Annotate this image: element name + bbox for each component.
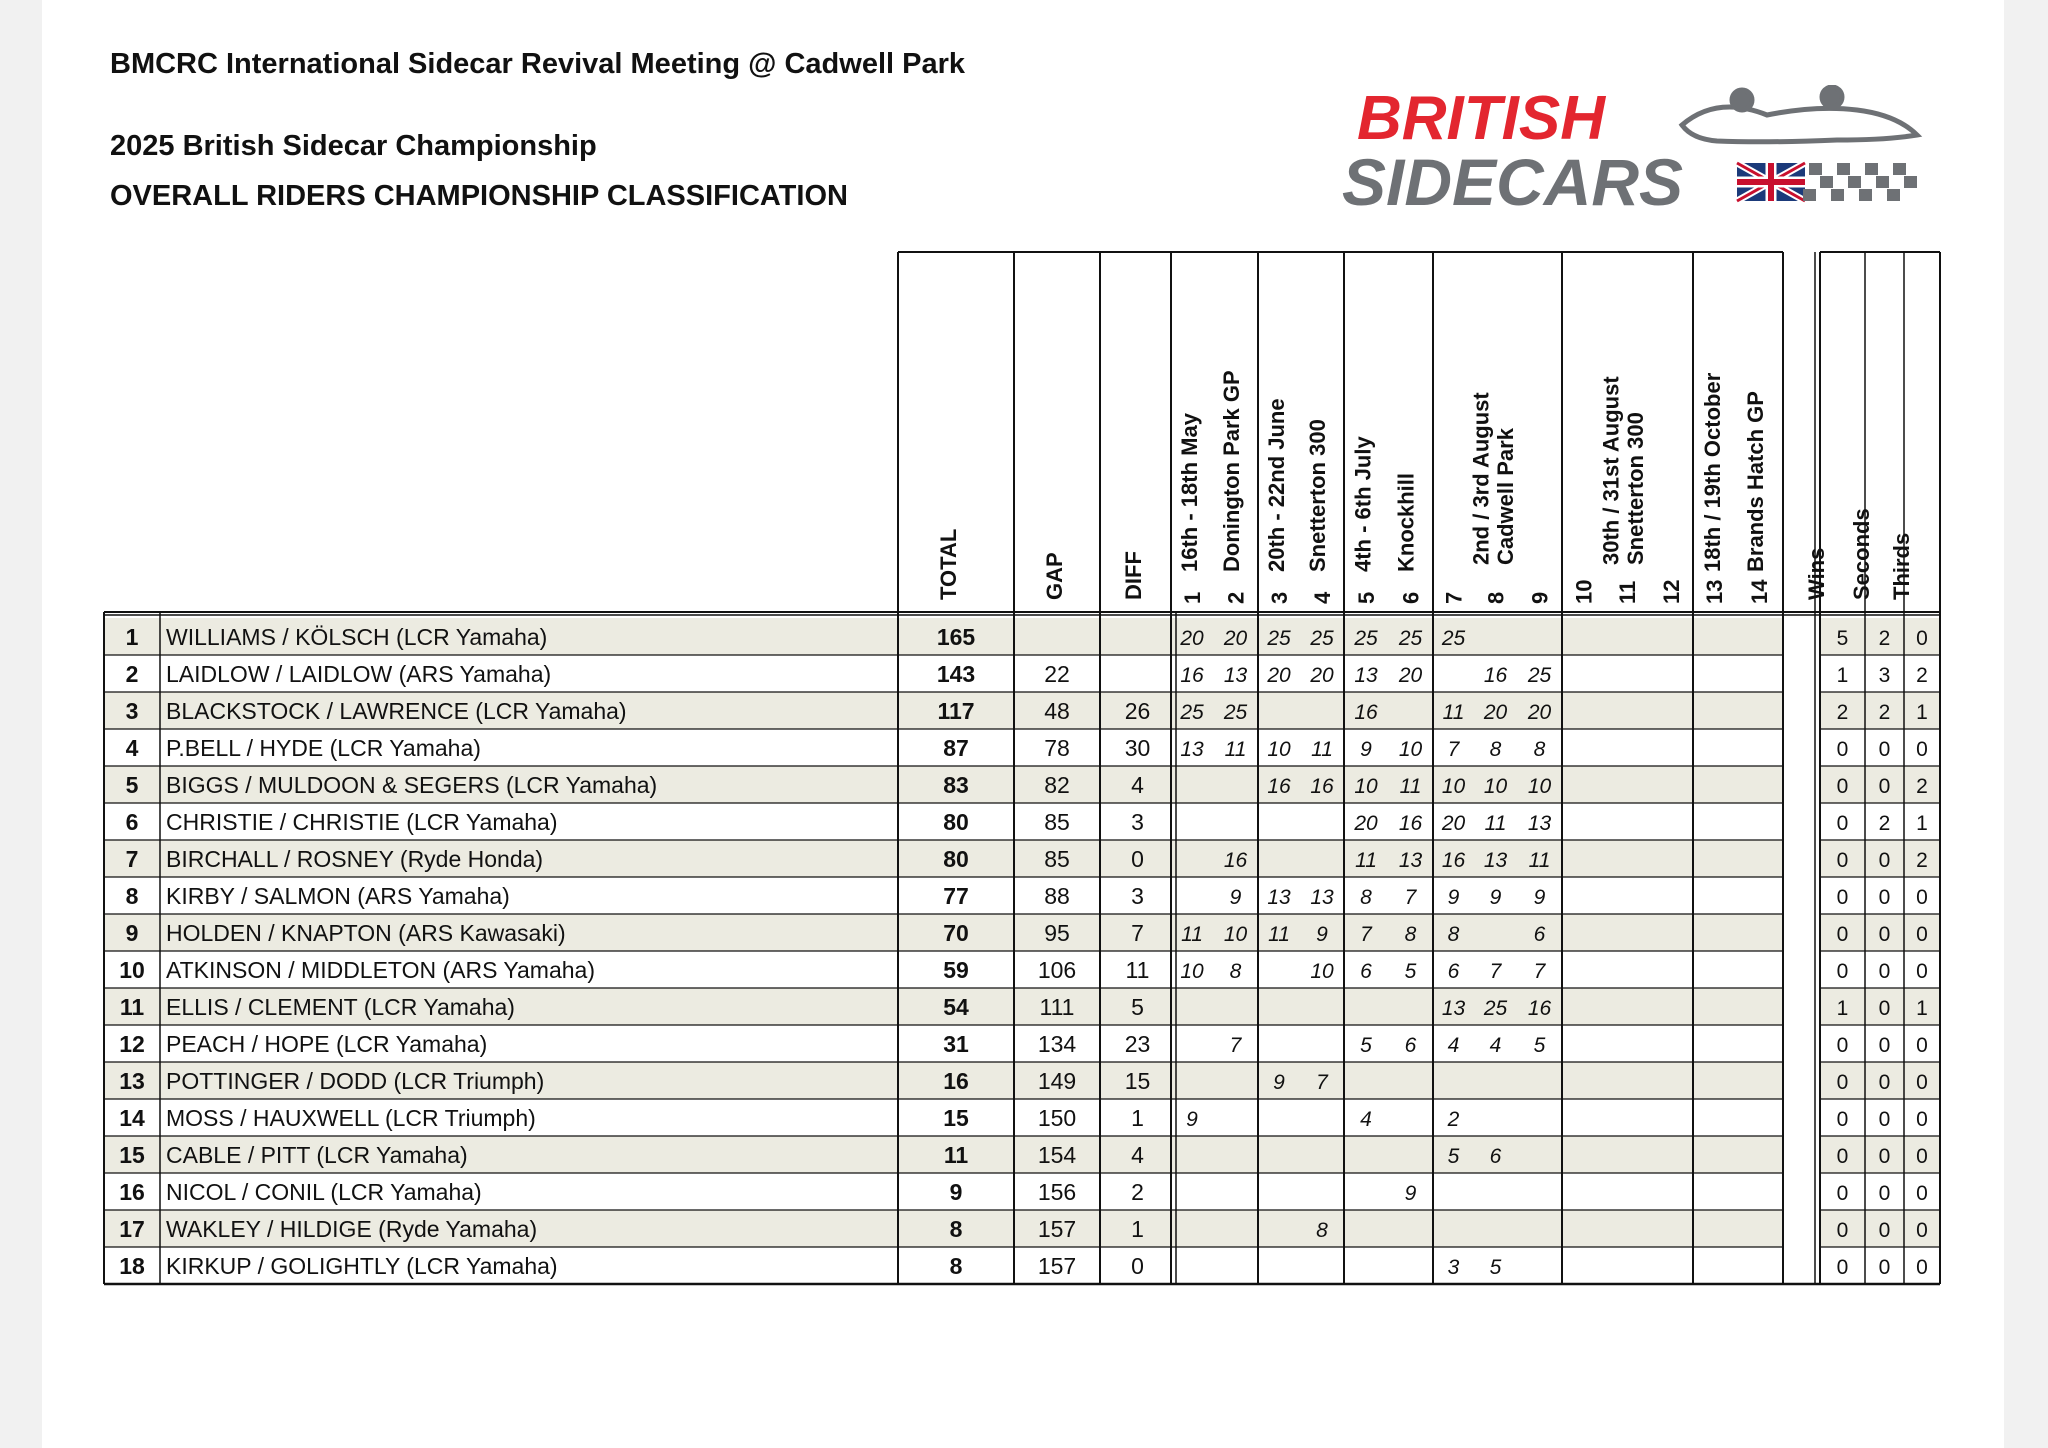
- race-points-cell: 10: [1527, 775, 1552, 798]
- diff-cell: 5: [1131, 994, 1144, 1020]
- wins-cell: 1: [1836, 664, 1849, 687]
- wins-cell: 0: [1836, 1182, 1849, 1205]
- header-round-venue: Snetterton 300: [1305, 419, 1331, 572]
- race-points-cell: 9: [1447, 886, 1460, 909]
- race-points-cell: 16: [1354, 701, 1378, 724]
- diff-cell: 15: [1124, 1068, 1151, 1094]
- header-race-number: 14: [1747, 579, 1772, 604]
- rider-name-cell: BIRCHALL / ROSNEY (Ryde Honda): [166, 846, 544, 872]
- race-points-cell: 7: [1229, 1034, 1242, 1057]
- seconds-cell: 0: [1878, 1145, 1891, 1168]
- race-points-cell: 16: [1223, 849, 1248, 872]
- table-row: [119, 1179, 1928, 1205]
- table-row: [119, 1253, 1928, 1279]
- race-points-cell: 8: [1316, 1219, 1328, 1242]
- race-points-cell: 8: [1533, 738, 1546, 761]
- rider-name-cell: MOSS / HAUXWELL (LCR Triumph): [166, 1105, 536, 1131]
- race-points-cell: 20: [1398, 664, 1423, 687]
- total-cell: 70: [943, 920, 969, 946]
- race-points-cell: 7: [1447, 738, 1460, 761]
- race-points-cell: 10: [1354, 775, 1378, 798]
- race-points-cell: 9: [1229, 886, 1242, 909]
- rider-name-cell: POTTINGER / DODD (LCR Triumph): [166, 1068, 545, 1094]
- diff-cell: 30: [1124, 735, 1151, 761]
- diff-cell: 4: [1131, 772, 1144, 798]
- header-round-date: 18th / 19th October: [1700, 372, 1725, 572]
- rider-name-cell: ELLIS / CLEMENT (LCR Yamaha): [166, 994, 515, 1020]
- race-points-cell: 16: [1483, 664, 1508, 687]
- logo-british-text: BRITISH: [1357, 85, 1605, 153]
- diff-cell: 1: [1131, 1105, 1144, 1131]
- gap-cell: 82: [1044, 772, 1070, 798]
- table-row: [119, 1105, 1928, 1131]
- race-points-cell: 8: [1229, 960, 1242, 983]
- race-points-cell: 11: [1181, 923, 1203, 946]
- table-row: [126, 661, 1928, 687]
- race-points-cell: 6: [1447, 960, 1460, 983]
- race-points-cell: 8: [1404, 923, 1417, 946]
- race-points-cell: 3: [1447, 1256, 1460, 1279]
- position-cell: 9: [125, 920, 139, 946]
- total-cell: 15: [943, 1105, 969, 1131]
- seconds-cell: 2: [1878, 701, 1891, 724]
- total-cell: 165: [936, 624, 976, 650]
- seconds-cell: 0: [1878, 1034, 1891, 1057]
- thirds-cell: 0: [1916, 738, 1928, 761]
- race-points-cell: 20: [1441, 812, 1466, 835]
- header-race-number: 11: [1615, 580, 1640, 604]
- table-row: [126, 809, 1928, 835]
- thirds-cell: 1: [1916, 701, 1928, 724]
- rider-name-cell: CHRISTIE / CHRISTIE (LCR Yamaha): [166, 809, 558, 835]
- total-cell: 143: [936, 661, 976, 687]
- total-cell: 83: [943, 772, 969, 798]
- rider-name-cell: CABLE / PITT (LCR Yamaha): [166, 1142, 468, 1168]
- total-cell: 77: [943, 883, 969, 909]
- thirds-cell: 0: [1916, 886, 1928, 909]
- gap-cell: 149: [1037, 1068, 1077, 1094]
- gap-cell: 157: [1037, 1253, 1077, 1279]
- race-points-cell: 5: [1360, 1034, 1372, 1057]
- rider-name-cell: ATKINSON / MIDDLETON (ARS Yamaha): [166, 957, 596, 983]
- header-gap: GAP: [1042, 552, 1067, 600]
- header-race-number: 6: [1398, 591, 1424, 604]
- wins-cell: 0: [1836, 738, 1849, 761]
- header-round-venue: Brands Hatch GP: [1743, 391, 1769, 572]
- header-seconds: Seconds: [1849, 508, 1874, 600]
- seconds-cell: 0: [1878, 1219, 1891, 1242]
- rider-name-cell: KIRKUP / GOLIGHTLY (LCR Yamaha): [166, 1253, 558, 1279]
- diff-cell: 11: [1125, 957, 1150, 983]
- header-round-date: 4th - 6th July: [1350, 436, 1376, 572]
- header-race-number: 1: [1180, 591, 1205, 604]
- wins-cell: 0: [1836, 923, 1849, 946]
- header-race-number: 10: [1571, 579, 1597, 604]
- gap-cell: 111: [1039, 994, 1075, 1020]
- position-cell: 11: [119, 994, 145, 1020]
- header-thirds: Thirds: [1889, 532, 1914, 600]
- table-row: [126, 883, 1928, 909]
- rider-name-cell: WAKLEY / HILDIGE (Ryde Yamaha): [166, 1216, 538, 1242]
- race-points-cell: 8: [1489, 738, 1502, 761]
- race-points-cell: 13: [1527, 812, 1552, 835]
- gap-cell: 154: [1037, 1142, 1077, 1168]
- diff-cell: 3: [1131, 809, 1144, 835]
- seconds-cell: 0: [1878, 997, 1891, 1020]
- race-points-cell: 10: [1441, 775, 1466, 798]
- race-points-cell: 10: [1398, 738, 1423, 761]
- thirds-cell: 0: [1916, 1034, 1928, 1057]
- seconds-cell: 0: [1878, 1071, 1891, 1094]
- race-points-cell: 20: [1310, 664, 1334, 687]
- race-points-cell: 16: [1180, 664, 1204, 687]
- diff-cell: 23: [1124, 1031, 1151, 1057]
- race-points-cell: 7: [1360, 923, 1372, 946]
- race-points-cell: 20: [1267, 664, 1291, 687]
- race-points-cell: 2: [1447, 1108, 1460, 1131]
- seconds-cell: 0: [1878, 1108, 1891, 1131]
- race-points-cell: 25: [1483, 997, 1508, 1020]
- race-points-cell: 25: [1398, 627, 1423, 650]
- race-points-cell: 9: [1186, 1108, 1198, 1131]
- race-points-cell: 11: [1355, 849, 1377, 872]
- header-total: TOTAL: [936, 528, 961, 600]
- thirds-cell: 0: [1916, 960, 1928, 983]
- race-points-cell: 16: [1310, 775, 1334, 798]
- rider-name-cell: WILLIAMS / KÖLSCH (LCR Yamaha): [166, 624, 548, 650]
- race-points-cell: 11: [1268, 923, 1290, 946]
- race-points-cell: 25: [1354, 627, 1378, 650]
- race-points-cell: 13: [1267, 886, 1291, 909]
- position-cell: 4: [125, 735, 139, 761]
- position-cell: 18: [119, 1253, 145, 1279]
- position-cell: 8: [125, 883, 139, 909]
- race-points-cell: 25: [1527, 664, 1552, 687]
- seconds-cell: 0: [1878, 960, 1891, 983]
- race-points-cell: 6: [1489, 1145, 1502, 1168]
- race-points-cell: 16: [1527, 997, 1552, 1020]
- race-points-cell: 7: [1316, 1071, 1328, 1094]
- race-points-cell: 20: [1223, 627, 1248, 650]
- total-cell: 16: [943, 1068, 969, 1094]
- position-cell: 10: [119, 957, 145, 983]
- total-cell: 11: [943, 1142, 969, 1168]
- header-race-number: 9: [1527, 591, 1553, 604]
- race-points-cell: 9: [1273, 1071, 1285, 1094]
- header-race-number: 12: [1659, 579, 1684, 604]
- gap-cell: 88: [1044, 883, 1070, 909]
- race-points-cell: 25: [1441, 627, 1466, 650]
- gap-cell: 156: [1037, 1179, 1077, 1205]
- thirds-cell: 1: [1916, 812, 1928, 835]
- rider-name-cell: P.BELL / HYDE (LCR Yamaha): [166, 735, 481, 761]
- seconds-cell: 0: [1878, 849, 1891, 872]
- header-round-date: 2nd / 3rd August: [1468, 392, 1494, 565]
- seconds-cell: 2: [1878, 812, 1891, 835]
- race-points-cell: 5: [1533, 1034, 1546, 1057]
- wins-cell: 0: [1836, 1071, 1849, 1094]
- wins-cell: 1: [1836, 997, 1849, 1020]
- total-cell: 117: [937, 698, 975, 724]
- wins-cell: 0: [1836, 1219, 1849, 1242]
- logo-sidecars-text: SIDECARS: [1342, 145, 1684, 219]
- race-points-cell: 8: [1360, 886, 1372, 909]
- total-cell: 8: [949, 1253, 963, 1279]
- position-cell: 3: [125, 698, 139, 724]
- seconds-cell: 0: [1878, 775, 1891, 798]
- total-cell: 8: [949, 1216, 963, 1242]
- header-round-venue: Cadwell Park: [1492, 428, 1518, 565]
- header-round-venue: Snetterton 300: [1623, 412, 1649, 565]
- race-points-cell: 4: [1447, 1034, 1460, 1057]
- race-points-cell: 11: [1399, 775, 1422, 798]
- race-points-cell: 20: [1354, 812, 1378, 835]
- header-round-venue: Knockhill: [1393, 472, 1419, 572]
- header-round-date: 16th - 18th May: [1177, 413, 1203, 572]
- header-race-number: 2: [1223, 591, 1249, 604]
- position-cell: 13: [119, 1068, 145, 1094]
- race-points-cell: 6: [1360, 960, 1372, 983]
- diff-cell: 4: [1131, 1142, 1144, 1168]
- header-round-venue: Donington Park GP: [1218, 370, 1244, 572]
- header-race-number: 4: [1310, 591, 1335, 604]
- total-cell: 80: [943, 809, 969, 835]
- table-row: [119, 1031, 1928, 1057]
- thirds-cell: 0: [1916, 1182, 1928, 1205]
- header-diff: DIFF: [1121, 551, 1146, 600]
- header-race-number: 7: [1441, 591, 1467, 604]
- race-points-cell: 4: [1360, 1108, 1372, 1131]
- diff-cell: 0: [1131, 846, 1144, 872]
- race-points-cell: 6: [1533, 923, 1546, 946]
- diff-cell: 26: [1124, 698, 1151, 724]
- race-points-cell: 9: [1533, 886, 1546, 909]
- position-cell: 5: [125, 772, 139, 798]
- wins-cell: 0: [1836, 1108, 1849, 1131]
- classification-title: OVERALL RIDERS CHAMPIONSHIP CLASSIFICATION: [110, 180, 848, 212]
- wins-cell: 2: [1836, 701, 1849, 724]
- race-points-cell: 20: [1483, 701, 1508, 724]
- race-points-cell: 9: [1489, 886, 1502, 909]
- rider-name-cell: BIGGS / MULDOON & SEGERS (LCR Yamaha): [166, 772, 658, 798]
- wins-cell: 0: [1836, 1256, 1849, 1279]
- race-points-cell: 25: [1180, 701, 1204, 724]
- table-row: [126, 735, 1928, 761]
- position-cell: 16: [119, 1179, 145, 1205]
- race-points-cell: 11: [1311, 738, 1333, 761]
- race-points-cell: 9: [1404, 1182, 1417, 1205]
- race-points-cell: 13: [1483, 849, 1508, 872]
- thirds-cell: 0: [1916, 1256, 1928, 1279]
- race-points-cell: 5: [1489, 1256, 1502, 1279]
- race-points-cell: 16: [1267, 775, 1291, 798]
- rider-name-cell: PEACH / HOPE (LCR Yamaha): [166, 1031, 488, 1057]
- rider-name-cell: HOLDEN / KNAPTON (ARS Kawasaki): [166, 920, 566, 946]
- thirds-cell: 0: [1916, 1071, 1928, 1094]
- wins-cell: 0: [1836, 775, 1849, 798]
- gap-cell: 95: [1044, 920, 1070, 946]
- wins-cell: 5: [1836, 627, 1849, 650]
- header-race-number: 3: [1267, 591, 1292, 604]
- diff-cell: 0: [1131, 1253, 1144, 1279]
- gap-cell: 78: [1044, 735, 1070, 761]
- seconds-cell: 0: [1878, 738, 1891, 761]
- race-points-cell: 11: [1528, 849, 1551, 872]
- position-cell: 1: [125, 624, 139, 650]
- header-race-number: 13: [1702, 579, 1727, 604]
- race-points-cell: 20: [1180, 627, 1204, 650]
- race-points-cell: 25: [1223, 701, 1248, 724]
- race-points-cell: 10: [1267, 738, 1291, 761]
- race-points-cell: 13: [1180, 738, 1204, 761]
- thirds-cell: 0: [1916, 923, 1928, 946]
- gap-cell: 134: [1037, 1031, 1077, 1057]
- total-cell: 87: [943, 735, 969, 761]
- race-points-cell: 10: [1180, 960, 1204, 983]
- thirds-cell: 2: [1916, 775, 1928, 798]
- position-cell: 15: [119, 1142, 145, 1168]
- position-cell: 14: [119, 1105, 145, 1131]
- meeting-title: BMCRC International Sidecar Revival Meeting @ Cadwell Park: [110, 48, 966, 80]
- race-points-cell: 25: [1267, 627, 1291, 650]
- race-points-cell: 13: [1354, 664, 1378, 687]
- gap-cell: 106: [1037, 957, 1077, 983]
- race-points-cell: 5: [1447, 1145, 1460, 1168]
- gap-cell: 85: [1044, 846, 1070, 872]
- diff-cell: 3: [1131, 883, 1144, 909]
- race-points-cell: 4: [1489, 1034, 1502, 1057]
- seconds-cell: 0: [1878, 923, 1891, 946]
- position-cell: 12: [119, 1031, 145, 1057]
- race-points-cell: 20: [1527, 701, 1552, 724]
- thirds-cell: 0: [1916, 1108, 1928, 1131]
- gap-cell: 48: [1044, 698, 1070, 724]
- race-points-cell: 8: [1447, 923, 1460, 946]
- thirds-cell: 0: [1916, 627, 1928, 650]
- race-points-cell: 10: [1223, 923, 1248, 946]
- rider-name-cell: NICOL / CONIL (LCR Yamaha): [166, 1179, 482, 1205]
- diff-cell: 1: [1131, 1216, 1144, 1242]
- position-cell: 6: [125, 809, 139, 835]
- header-round-date: 30th / 31st August: [1598, 376, 1624, 565]
- wins-cell: 0: [1836, 1145, 1849, 1168]
- race-points-cell: 16: [1398, 812, 1423, 835]
- race-points-cell: 7: [1404, 886, 1417, 909]
- header-race-number: 8: [1483, 591, 1509, 604]
- race-points-cell: 13: [1441, 997, 1466, 1020]
- total-cell: 9: [949, 1179, 963, 1205]
- race-points-cell: 13: [1310, 886, 1334, 909]
- race-points-cell: 11: [1484, 812, 1507, 835]
- wins-cell: 0: [1836, 812, 1849, 835]
- thirds-cell: 0: [1916, 1145, 1928, 1168]
- position-cell: 17: [119, 1216, 145, 1242]
- gap-cell: 22: [1044, 661, 1070, 687]
- thirds-cell: 2: [1916, 849, 1928, 872]
- race-points-cell: 9: [1360, 738, 1372, 761]
- race-points-cell: 11: [1442, 701, 1465, 724]
- gap-cell: 150: [1037, 1105, 1077, 1131]
- gap-cell: 85: [1044, 809, 1070, 835]
- thirds-cell: 1: [1916, 997, 1928, 1020]
- race-points-cell: 13: [1398, 849, 1423, 872]
- table-row: [119, 957, 1928, 983]
- results-sheet: [42, 0, 2004, 1448]
- race-points-cell: 10: [1310, 960, 1334, 983]
- race-points-cell: 10: [1483, 775, 1508, 798]
- race-points-cell: 16: [1441, 849, 1466, 872]
- race-points-cell: 7: [1489, 960, 1502, 983]
- championship-title: 2025 British Sidecar Championship: [110, 130, 597, 162]
- race-points-cell: 25: [1310, 627, 1334, 650]
- seconds-cell: 0: [1878, 886, 1891, 909]
- total-cell: 80: [943, 846, 969, 872]
- thirds-cell: 0: [1916, 1219, 1928, 1242]
- wins-cell: 0: [1836, 886, 1849, 909]
- diff-cell: 7: [1131, 920, 1144, 946]
- diff-cell: 2: [1131, 1179, 1144, 1205]
- thirds-cell: 2: [1916, 664, 1928, 687]
- wins-cell: 0: [1836, 1034, 1849, 1057]
- race-points-cell: 6: [1404, 1034, 1417, 1057]
- header-round-date: 20th - 22nd June: [1263, 398, 1289, 572]
- total-cell: 59: [943, 957, 969, 983]
- race-points-cell: 11: [1224, 738, 1247, 761]
- total-cell: 54: [943, 994, 969, 1020]
- seconds-cell: 0: [1878, 1182, 1891, 1205]
- seconds-cell: 0: [1878, 1256, 1891, 1279]
- header-race-number: 5: [1354, 591, 1379, 604]
- seconds-cell: 2: [1878, 627, 1891, 650]
- header-wins: Wins: [1804, 547, 1829, 600]
- rider-name-cell: BLACKSTOCK / LAWRENCE (LCR Yamaha): [166, 698, 627, 724]
- race-points-cell: 7: [1533, 960, 1546, 983]
- wins-cell: 0: [1836, 960, 1849, 983]
- race-points-cell: 13: [1223, 664, 1248, 687]
- classification-table: [42, 0, 2004, 1448]
- rider-name-cell: LAIDLOW / LAIDLOW (ARS Yamaha): [166, 661, 552, 687]
- position-cell: 7: [125, 846, 139, 872]
- race-points-cell: 9: [1316, 923, 1328, 946]
- total-cell: 31: [943, 1031, 969, 1057]
- rider-name-cell: KIRBY / SALMON (ARS Yamaha): [166, 883, 510, 909]
- race-points-cell: 5: [1404, 960, 1417, 983]
- gap-cell: 157: [1037, 1216, 1077, 1242]
- wins-cell: 0: [1836, 849, 1849, 872]
- position-cell: 2: [125, 661, 139, 687]
- seconds-cell: 3: [1878, 664, 1891, 687]
